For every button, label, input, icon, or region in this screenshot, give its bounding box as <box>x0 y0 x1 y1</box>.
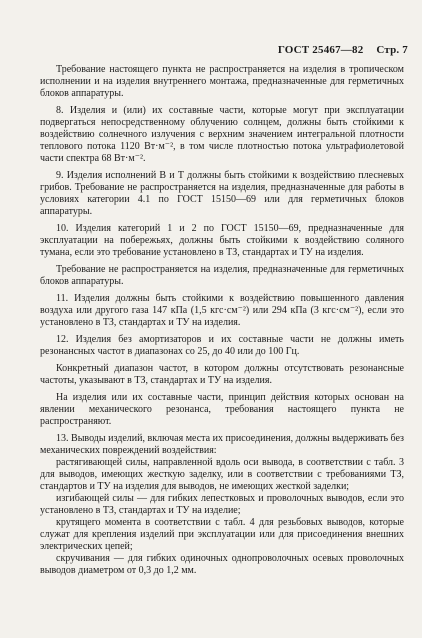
paragraph: На изделия или их составные части, принцип действия которых основан на явлении механического резонанса, требования настоящего пункта не распространяют. <box>40 392 404 427</box>
page-number: Стр. 7 <box>376 44 408 56</box>
paragraph-item-10: 10. Изделия категорий 1 и 2 по ГОСТ 15150—69, предназначенные для эксплуатации на побережьях, должны быть стойкими к воздействию соляного тумана, если это требование установлено в ТЗ, стандартах и ТУ на изделия. <box>40 223 404 258</box>
paragraph-item-13: 13. Выводы изделий, включая места их присоединения, должны выдерживать без механических повреждений воздействия: <box>40 433 404 456</box>
list-item: скручивания — для гибких одиночных однопроволочных осевых проволочных выводов диаметром от 0,3 до 1,2 мм. <box>40 553 404 576</box>
paragraph: Конкретный диапазон частот, в котором должны отсутствовать резонансные частоты, указывают в ТЗ, стандартах и ТУ на изделия. <box>40 363 404 386</box>
paragraph-item-8: 8. Изделия и (или) их составные части, которые могут при эксплуатации подвергаться непосредственному облучению солнцем, должны быть стойкими к воздействию солнечного излучения с верхним значением интегральной плотности теплового потока 1120 Вт·м⁻², в том числе плотностью потока ультрафиолетовой части спектра 68 Вт·м⁻². <box>40 105 404 164</box>
paragraph-item-12: 12. Изделия без амортизаторов и их составные части не должны иметь резонансных частот в диапазонах со 25, до 40 или до 100 Гц. <box>40 334 404 357</box>
list-item: крутящего момента в соответствии с табл. 4 для резьбовых выводов, которые служат для крепления изделий при эксплуатации или для присоединения внешних электрических цепей; <box>40 517 404 552</box>
page-header <box>278 44 408 56</box>
list-item: изгибающей силы — для гибких лепестковых и проволочных выводов, если это установлено в ТЗ, стандартах и ТУ на изделие; <box>40 493 404 516</box>
paragraph-item-11: 11. Изделия должны быть стойкими к воздействию повышенного давления воздуха или другого газа 147 кПа (1,5 кгс·см⁻²) или 294 кПа (3 кгс·см⁻²), если это установлено в ТЗ, стандартах и ТУ на изделия. <box>40 293 404 328</box>
paragraph: Требование настоящего пункта не распространяется на изделия в тропическом исполнении и на изделия внутреннего монтажа, предназначенные для герметичных блоков аппаратуры. <box>40 64 404 99</box>
standard-number: ГОСТ 25467—82 <box>277 44 364 56</box>
list-item: растягивающей силы, направленной вдоль оси вывода, в соответствии с табл. 3 для выводов, имеющих жесткую заделку, или в соответствии с требованиями ТЗ, стандартов и ТУ на изделия для выводов, не имеющих жесткой заделки; <box>40 457 404 492</box>
paragraph: Требование не распространяется на изделия, предназначенные для герметичных блоков аппаратуры. <box>40 264 404 287</box>
paragraph-item-9: 9. Изделия исполнений В и Т должны быть стойкими к воздействию плесневых грибов. Требование не распространяется на изделия, предназначенные для работы в условиях категории 4.1 по ГОСТ 15150—69 или для герметичных блоков аппаратуры. <box>40 170 404 217</box>
body-text <box>40 64 404 577</box>
